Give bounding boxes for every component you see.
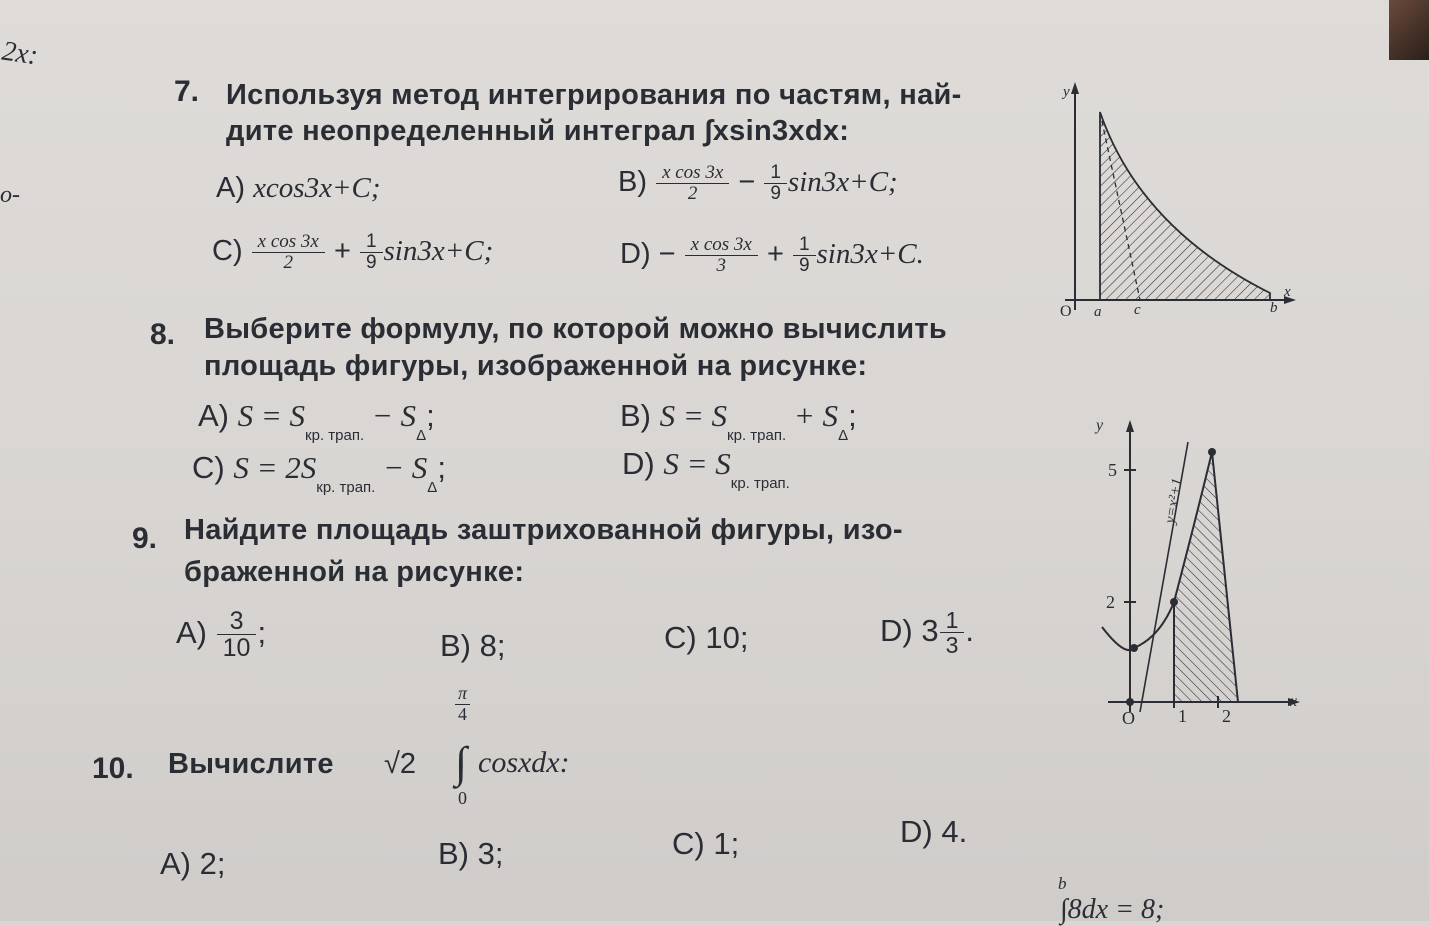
fraction: $\frac{\text{x cos 3x}}{2}$: [255, 232, 322, 273]
option-label: B): [618, 166, 647, 199]
fraction: $\frac{1}{3}$: [943, 608, 962, 657]
option-c: C) $S = 2S_{кр. трап.} - S_\Delta$;: [192, 450, 446, 496]
x-tick-1: 1: [1178, 706, 1187, 726]
y-label: y: [1063, 84, 1070, 100]
option-b: B) $S = S_{кр. трап.} + S_\Delta$;: [620, 398, 857, 444]
option-b: B) 3;: [438, 836, 504, 871]
figure-parabola-region: [1090, 412, 1310, 732]
option-d: D) $S = S_{кр. трап.}$: [622, 446, 790, 492]
bottom-fragment-limit: b: [1058, 874, 1067, 893]
option-b: B) 8;: [440, 628, 506, 663]
question-text: Выберите формулу, по которой можно вычислить: [204, 313, 948, 345]
option-d: D) 3 $\frac{1}{3}$ .: [880, 607, 975, 659]
fraction: $\frac{1}{9}$: [363, 232, 380, 273]
a-label: a: [1094, 304, 1102, 320]
question-text: Вычислите: [168, 748, 334, 780]
option-d: D) − $\frac{\text{x cos 3x}}{3}$ + $\frac{1}{9}$ sin3x+C.: [620, 234, 924, 276]
option-d: D) 4.: [900, 814, 968, 849]
y-label: y: [1096, 417, 1104, 434]
origin-label: O: [1122, 708, 1135, 728]
curve-label: y=x²+1: [1162, 477, 1186, 525]
question-text: площадь фигуры, изображенной на рисунке:: [204, 350, 868, 382]
y-tick-2: 2: [1106, 592, 1115, 612]
fraction: $\frac{1}{9}$: [796, 235, 813, 276]
option-c: C) 1;: [672, 826, 740, 861]
fraction: $\frac{1}{9}$: [767, 163, 784, 204]
integral-sign: ∫: [455, 738, 468, 787]
x-label: x: [1284, 284, 1291, 300]
integrand: cosxdx:: [478, 746, 570, 779]
question-number: 7.: [174, 75, 200, 108]
figure-curvilinear-trapezoid: [1030, 78, 1300, 330]
margin-note-mid: o-: [0, 182, 20, 208]
question-text: Используя метод интегрирования по частям, най-: [226, 79, 962, 111]
question-text: дите неопределенный интеграл ∫xsin3xdx:: [226, 115, 850, 147]
margin-note-top: 2x:: [0, 35, 40, 72]
background-object: [1389, 0, 1429, 60]
option-a: A) $\frac{3}{10}$ ;: [176, 607, 267, 663]
option-a: [216, 172, 381, 205]
integral-upper-limit: π 4: [455, 684, 470, 725]
question-number: 8.: [150, 318, 176, 351]
x-tick-2: 2: [1222, 706, 1231, 726]
option-expression: xcos3x+C;: [253, 172, 381, 204]
bottom-fragment-expression: ∫8dx = 8;: [1060, 894, 1165, 925]
sqrt-two: √2: [384, 748, 417, 780]
integral-lower-limit: 0: [458, 788, 467, 808]
option-a: A) $S = S_{кр. трап.} - S_\Delta$;: [198, 398, 435, 444]
shaded-region: [1100, 112, 1270, 300]
option-a: A) 2;: [160, 846, 226, 881]
option-c: C) $\frac{\text{x cos 3x}}{2}$ + $\frac{1}{9}$ sin3x+C;: [212, 231, 494, 273]
option-c: C) 10;: [664, 620, 749, 655]
b-label: b: [1270, 300, 1278, 316]
option-label: A): [216, 172, 245, 204]
question-text: Найдите площадь заштрихованной фигуры, изо-: [184, 514, 903, 546]
fraction: $\frac{\text{x cos 3x}}{3}$: [688, 235, 755, 276]
option-label: D): [620, 238, 651, 271]
question-number: 10.: [92, 752, 134, 785]
option-b: B) $\frac{\text{x cos 3x}}{2}$ − $\frac{1}{9}$ sin3x+C;: [618, 162, 898, 204]
fraction: $\frac{\text{x cos 3x}}{2}$: [659, 163, 726, 204]
c-label: c: [1134, 302, 1141, 318]
question-text: браженной на рисунке:: [184, 556, 525, 588]
y-tick-5: 5: [1108, 460, 1117, 480]
question-number: 9.: [132, 522, 158, 555]
fraction: $\frac{3}{10}$: [220, 608, 254, 662]
option-label: C): [212, 235, 243, 268]
origin-label: O: [1060, 303, 1072, 320]
x-label: x: [1290, 693, 1298, 710]
